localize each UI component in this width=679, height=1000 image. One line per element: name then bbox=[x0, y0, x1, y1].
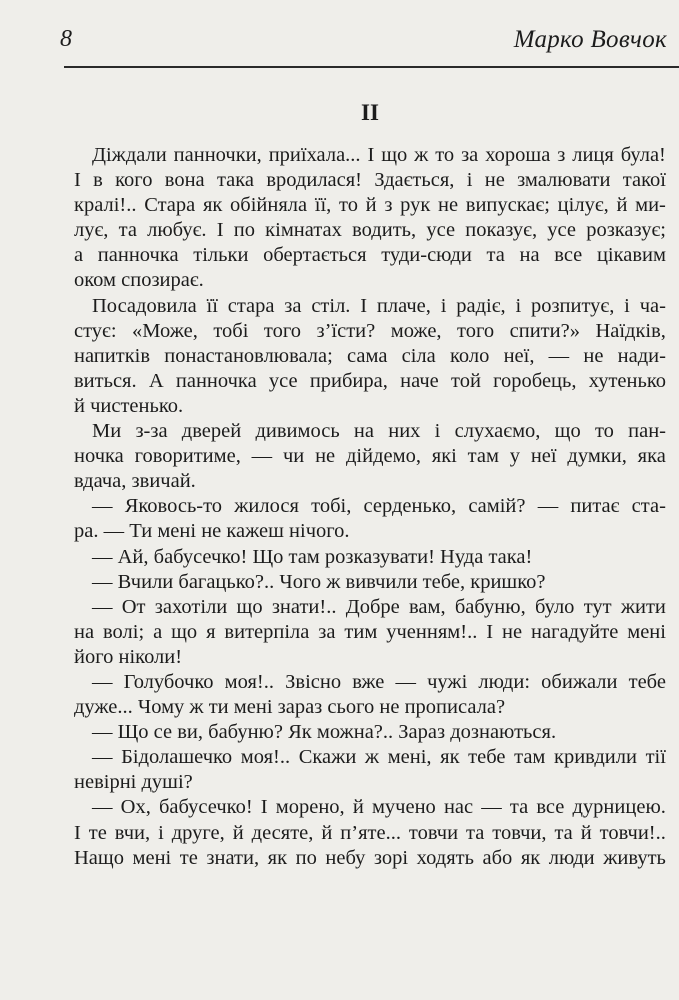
word: нади- bbox=[617, 344, 666, 367]
word: тебе bbox=[628, 670, 666, 693]
word: — bbox=[537, 495, 559, 518]
word: Діждали bbox=[92, 144, 167, 166]
word: — bbox=[92, 495, 113, 518]
word: розпитує, bbox=[530, 294, 615, 317]
word: тобі, bbox=[311, 495, 352, 518]
word: чи bbox=[282, 445, 305, 468]
word: вродилася! bbox=[266, 169, 363, 192]
word: як bbox=[202, 194, 223, 217]
word: й bbox=[232, 821, 244, 844]
text-line bbox=[74, 670, 666, 695]
word: мучено bbox=[371, 796, 436, 819]
text-line bbox=[74, 218, 666, 243]
word: в bbox=[93, 169, 103, 192]
word: показує, bbox=[465, 219, 538, 242]
word: живуть bbox=[603, 846, 666, 869]
page-number: 8 bbox=[60, 26, 72, 52]
word: й bbox=[365, 194, 377, 217]
word: обертається bbox=[263, 244, 367, 267]
word: а bbox=[153, 620, 163, 643]
text-line bbox=[74, 620, 666, 645]
word: стара bbox=[227, 294, 275, 317]
word: все bbox=[536, 796, 565, 819]
word: ста- bbox=[631, 495, 666, 518]
word: водить, bbox=[352, 219, 417, 242]
word: прибира, bbox=[309, 369, 388, 392]
word: напитків bbox=[74, 344, 151, 367]
word: на bbox=[74, 620, 95, 643]
word: кімнатах bbox=[265, 219, 342, 242]
word: там bbox=[467, 445, 499, 468]
word: її, bbox=[314, 194, 332, 217]
text-line: оком спозирає. bbox=[74, 269, 204, 292]
word: дурницею. bbox=[572, 796, 666, 819]
word: них bbox=[388, 420, 421, 443]
word: Бідолашечко bbox=[121, 746, 233, 769]
word: І bbox=[360, 294, 368, 317]
word: понастановлювала; bbox=[164, 344, 333, 367]
word: вам, bbox=[409, 595, 446, 618]
word: товчи!.. bbox=[599, 821, 666, 844]
word: усе bbox=[426, 219, 456, 242]
word: Скажи bbox=[298, 746, 357, 769]
word: які bbox=[431, 445, 457, 468]
word: — bbox=[92, 595, 113, 618]
word: І bbox=[74, 821, 81, 844]
text-line: його ніколи! bbox=[74, 645, 183, 668]
word: не bbox=[315, 445, 336, 468]
word: за bbox=[318, 620, 336, 643]
word: лує, bbox=[74, 219, 109, 242]
word: От bbox=[121, 595, 146, 618]
word: морено, bbox=[275, 796, 345, 819]
word: й bbox=[352, 796, 364, 819]
word: такої bbox=[622, 169, 666, 192]
word: не bbox=[438, 194, 459, 217]
word: вона bbox=[164, 169, 205, 192]
word: товчи bbox=[408, 821, 459, 844]
word: тим bbox=[344, 620, 378, 643]
word: її bbox=[206, 294, 218, 317]
word: І bbox=[216, 219, 224, 242]
word: дверей bbox=[181, 420, 242, 443]
word: така bbox=[216, 169, 255, 192]
text-line bbox=[74, 344, 666, 369]
word: з bbox=[557, 144, 566, 166]
word: випускає; bbox=[465, 194, 550, 217]
word: і bbox=[624, 294, 630, 317]
text-line bbox=[74, 243, 666, 268]
word: горобець, bbox=[493, 369, 577, 392]
word: вчи, bbox=[114, 821, 151, 844]
chapter-title: II bbox=[361, 100, 379, 125]
word: по bbox=[233, 219, 255, 242]
word: небу bbox=[325, 846, 366, 869]
text-line: ра. — Ти мені не кажеш нічого. bbox=[74, 520, 350, 543]
word: жити bbox=[620, 595, 666, 618]
word: ж bbox=[414, 144, 429, 166]
word: — bbox=[251, 445, 273, 468]
word: й bbox=[580, 821, 592, 844]
text-line: й чистенько. bbox=[74, 394, 184, 417]
word: та bbox=[554, 821, 573, 844]
word: на bbox=[353, 420, 374, 443]
word: дивимось bbox=[255, 420, 340, 443]
word: того bbox=[457, 319, 495, 342]
word: яка bbox=[637, 445, 666, 468]
word: І bbox=[367, 144, 375, 166]
word: наче bbox=[400, 369, 439, 392]
word: Голубочко bbox=[123, 670, 214, 693]
word: Здається, bbox=[374, 169, 455, 192]
word: люди bbox=[548, 846, 595, 869]
word: ходять bbox=[416, 846, 474, 869]
word: самій? bbox=[468, 495, 526, 518]
word: кривдили bbox=[554, 746, 637, 769]
word: — bbox=[92, 796, 113, 819]
word: усе bbox=[268, 369, 298, 392]
word: А bbox=[148, 369, 164, 392]
word: плаче, bbox=[376, 294, 431, 317]
text-line bbox=[74, 168, 666, 193]
word: І bbox=[486, 620, 494, 643]
word: «Може, bbox=[132, 319, 198, 342]
word: думки, bbox=[567, 445, 627, 468]
word: той bbox=[451, 369, 481, 392]
word: виться. bbox=[74, 369, 137, 392]
word: питає bbox=[570, 495, 620, 518]
text-line bbox=[74, 419, 666, 444]
word: товчи, bbox=[492, 821, 547, 844]
word: стіл. bbox=[311, 294, 351, 317]
word: Яковось-то bbox=[124, 495, 223, 518]
word: неї bbox=[530, 445, 557, 468]
word: Наїдків, bbox=[595, 319, 666, 342]
word: моя!.. bbox=[224, 670, 274, 693]
word: з’їсти? bbox=[316, 319, 376, 342]
text-line: вдача, звичай. bbox=[74, 470, 196, 493]
text-line bbox=[74, 444, 666, 469]
word: волі; bbox=[103, 620, 145, 643]
word: радіє, bbox=[456, 294, 506, 317]
word: не bbox=[502, 620, 523, 643]
text-line: невірні душі? bbox=[74, 771, 193, 794]
word: не bbox=[484, 169, 505, 192]
word: і bbox=[440, 294, 447, 317]
text-line bbox=[74, 795, 666, 820]
word: сама bbox=[347, 344, 388, 367]
text-line: — Що се ви, бабуню? Як можна?.. Зараз дознаються. bbox=[92, 721, 557, 744]
word: неї, bbox=[503, 344, 535, 367]
word: обижали bbox=[541, 670, 618, 693]
word: по bbox=[295, 846, 317, 869]
word: коло bbox=[449, 344, 490, 367]
word: й bbox=[321, 821, 333, 844]
word: ночка bbox=[74, 445, 124, 468]
word: ученням!.. bbox=[386, 620, 478, 643]
text-line bbox=[74, 595, 666, 620]
word: панночка bbox=[175, 369, 257, 392]
word: з-за bbox=[135, 420, 168, 443]
word: хутенько bbox=[588, 369, 666, 392]
word: нас bbox=[443, 796, 474, 819]
word: цікавим bbox=[596, 244, 666, 267]
word: Добре bbox=[345, 595, 400, 618]
word: лиця bbox=[572, 144, 614, 166]
text-line: — Вчили багацько?.. Чого ж вивчили тебе, кришко? bbox=[92, 570, 546, 593]
word: панночки, bbox=[173, 144, 262, 166]
word: дійдемо, bbox=[345, 445, 421, 468]
word: як bbox=[520, 846, 541, 869]
text-line bbox=[74, 821, 666, 846]
word: Звісно bbox=[285, 670, 342, 693]
word: тебе bbox=[468, 746, 506, 769]
word: обійняла bbox=[230, 194, 308, 217]
word: вже bbox=[352, 670, 385, 693]
word: мені, bbox=[387, 746, 432, 769]
text-line bbox=[74, 193, 666, 218]
text-line bbox=[74, 319, 666, 344]
word: та bbox=[466, 821, 485, 844]
word: чужі bbox=[427, 670, 468, 693]
word: що bbox=[381, 144, 408, 166]
body-text bbox=[74, 143, 666, 871]
word: може, bbox=[390, 319, 442, 342]
word: та bbox=[486, 244, 505, 267]
word: друге, bbox=[171, 821, 225, 844]
word: з bbox=[384, 194, 393, 217]
word: моя!.. bbox=[240, 746, 291, 769]
word: — bbox=[92, 746, 113, 769]
text-line bbox=[74, 294, 666, 319]
word: розказує; bbox=[586, 219, 666, 242]
word: там bbox=[514, 746, 546, 769]
word: і bbox=[515, 294, 522, 317]
word: туди-сюди bbox=[381, 244, 472, 267]
word: все bbox=[554, 244, 583, 267]
word: тобі bbox=[213, 319, 249, 342]
word: й bbox=[616, 194, 628, 217]
word: і bbox=[434, 420, 441, 443]
word: захотіли bbox=[154, 595, 228, 618]
word: ми- bbox=[635, 194, 666, 217]
word: не bbox=[583, 344, 604, 367]
word: того bbox=[263, 319, 301, 342]
word: — bbox=[481, 796, 502, 819]
word: бабусечко! bbox=[158, 796, 253, 819]
word: що bbox=[236, 595, 263, 618]
word: — bbox=[395, 670, 416, 693]
word: мені bbox=[627, 620, 666, 643]
header-rule bbox=[64, 66, 679, 68]
word: Ох, bbox=[120, 796, 151, 819]
word: люди: bbox=[478, 670, 531, 693]
word: приїхала... bbox=[268, 144, 361, 166]
word: усе bbox=[547, 219, 576, 242]
text-line bbox=[74, 846, 666, 871]
word: як bbox=[267, 846, 288, 869]
word: рук bbox=[400, 194, 431, 217]
running-head: Марко Вовчок bbox=[513, 26, 667, 53]
word: що bbox=[171, 620, 198, 643]
word: я bbox=[206, 620, 216, 643]
word: бабуню, bbox=[454, 595, 526, 618]
word: за bbox=[461, 144, 479, 166]
word: серденько, bbox=[363, 495, 457, 518]
word: було bbox=[534, 595, 575, 618]
word: знати, bbox=[206, 846, 260, 869]
word: а bbox=[74, 244, 84, 267]
word: то bbox=[594, 420, 614, 443]
word: і bbox=[158, 821, 164, 844]
word: за bbox=[284, 294, 302, 317]
word: спити?» bbox=[509, 319, 580, 342]
word: стує: bbox=[74, 319, 117, 342]
word: тут bbox=[583, 595, 612, 618]
word: Стара bbox=[144, 194, 196, 217]
word: ча- bbox=[639, 294, 666, 317]
word: пан- bbox=[628, 420, 666, 443]
word: ж bbox=[364, 746, 380, 769]
text-line: — Ай, бабусечко! Що там розказувати! Нуда така! bbox=[92, 545, 533, 568]
word: зорі bbox=[373, 846, 409, 869]
text-line bbox=[74, 745, 666, 770]
word: те bbox=[179, 846, 198, 869]
word: то bbox=[435, 144, 455, 166]
text-line bbox=[74, 494, 666, 519]
word: п’яте... bbox=[340, 821, 401, 844]
word: І bbox=[74, 169, 81, 192]
word: або bbox=[482, 846, 513, 869]
word: на bbox=[519, 244, 540, 267]
text-line bbox=[74, 143, 666, 168]
word: хороша bbox=[485, 144, 551, 166]
word: — bbox=[548, 344, 570, 367]
word: знати!.. bbox=[271, 595, 337, 618]
text-line bbox=[74, 369, 666, 394]
word: кого bbox=[115, 169, 153, 192]
word: як bbox=[440, 746, 460, 769]
word: говоритиме, bbox=[134, 445, 241, 468]
word: цілує, bbox=[557, 194, 609, 217]
word: у bbox=[509, 445, 521, 468]
word: любує. bbox=[147, 219, 207, 242]
word: мені bbox=[132, 846, 172, 869]
word: була! bbox=[620, 144, 666, 166]
text-line: дуже... Чому ж ти мені зараз сього не прописала? bbox=[74, 696, 506, 719]
word: десяте, bbox=[251, 821, 314, 844]
word: кралі!.. bbox=[74, 194, 137, 217]
word: що bbox=[554, 420, 581, 443]
word: тільки bbox=[193, 244, 249, 267]
word: та bbox=[509, 796, 529, 819]
word: І bbox=[260, 796, 268, 819]
word: жилося bbox=[234, 495, 299, 518]
word: Ми bbox=[92, 420, 122, 443]
word: то bbox=[339, 194, 358, 217]
word: сіла bbox=[401, 344, 436, 367]
word: слухаємо, bbox=[454, 420, 541, 443]
word: нагадуйте bbox=[531, 620, 619, 643]
word: Посадовила bbox=[92, 294, 197, 317]
word: витерпіла bbox=[224, 620, 310, 643]
word: панночка bbox=[97, 244, 179, 267]
word: тії bbox=[645, 746, 666, 769]
word: та bbox=[118, 219, 137, 242]
word: Нащо bbox=[74, 846, 124, 869]
word: і bbox=[466, 169, 473, 192]
word: — bbox=[92, 670, 113, 693]
word: те bbox=[88, 821, 107, 844]
word: змалювати bbox=[517, 169, 611, 192]
